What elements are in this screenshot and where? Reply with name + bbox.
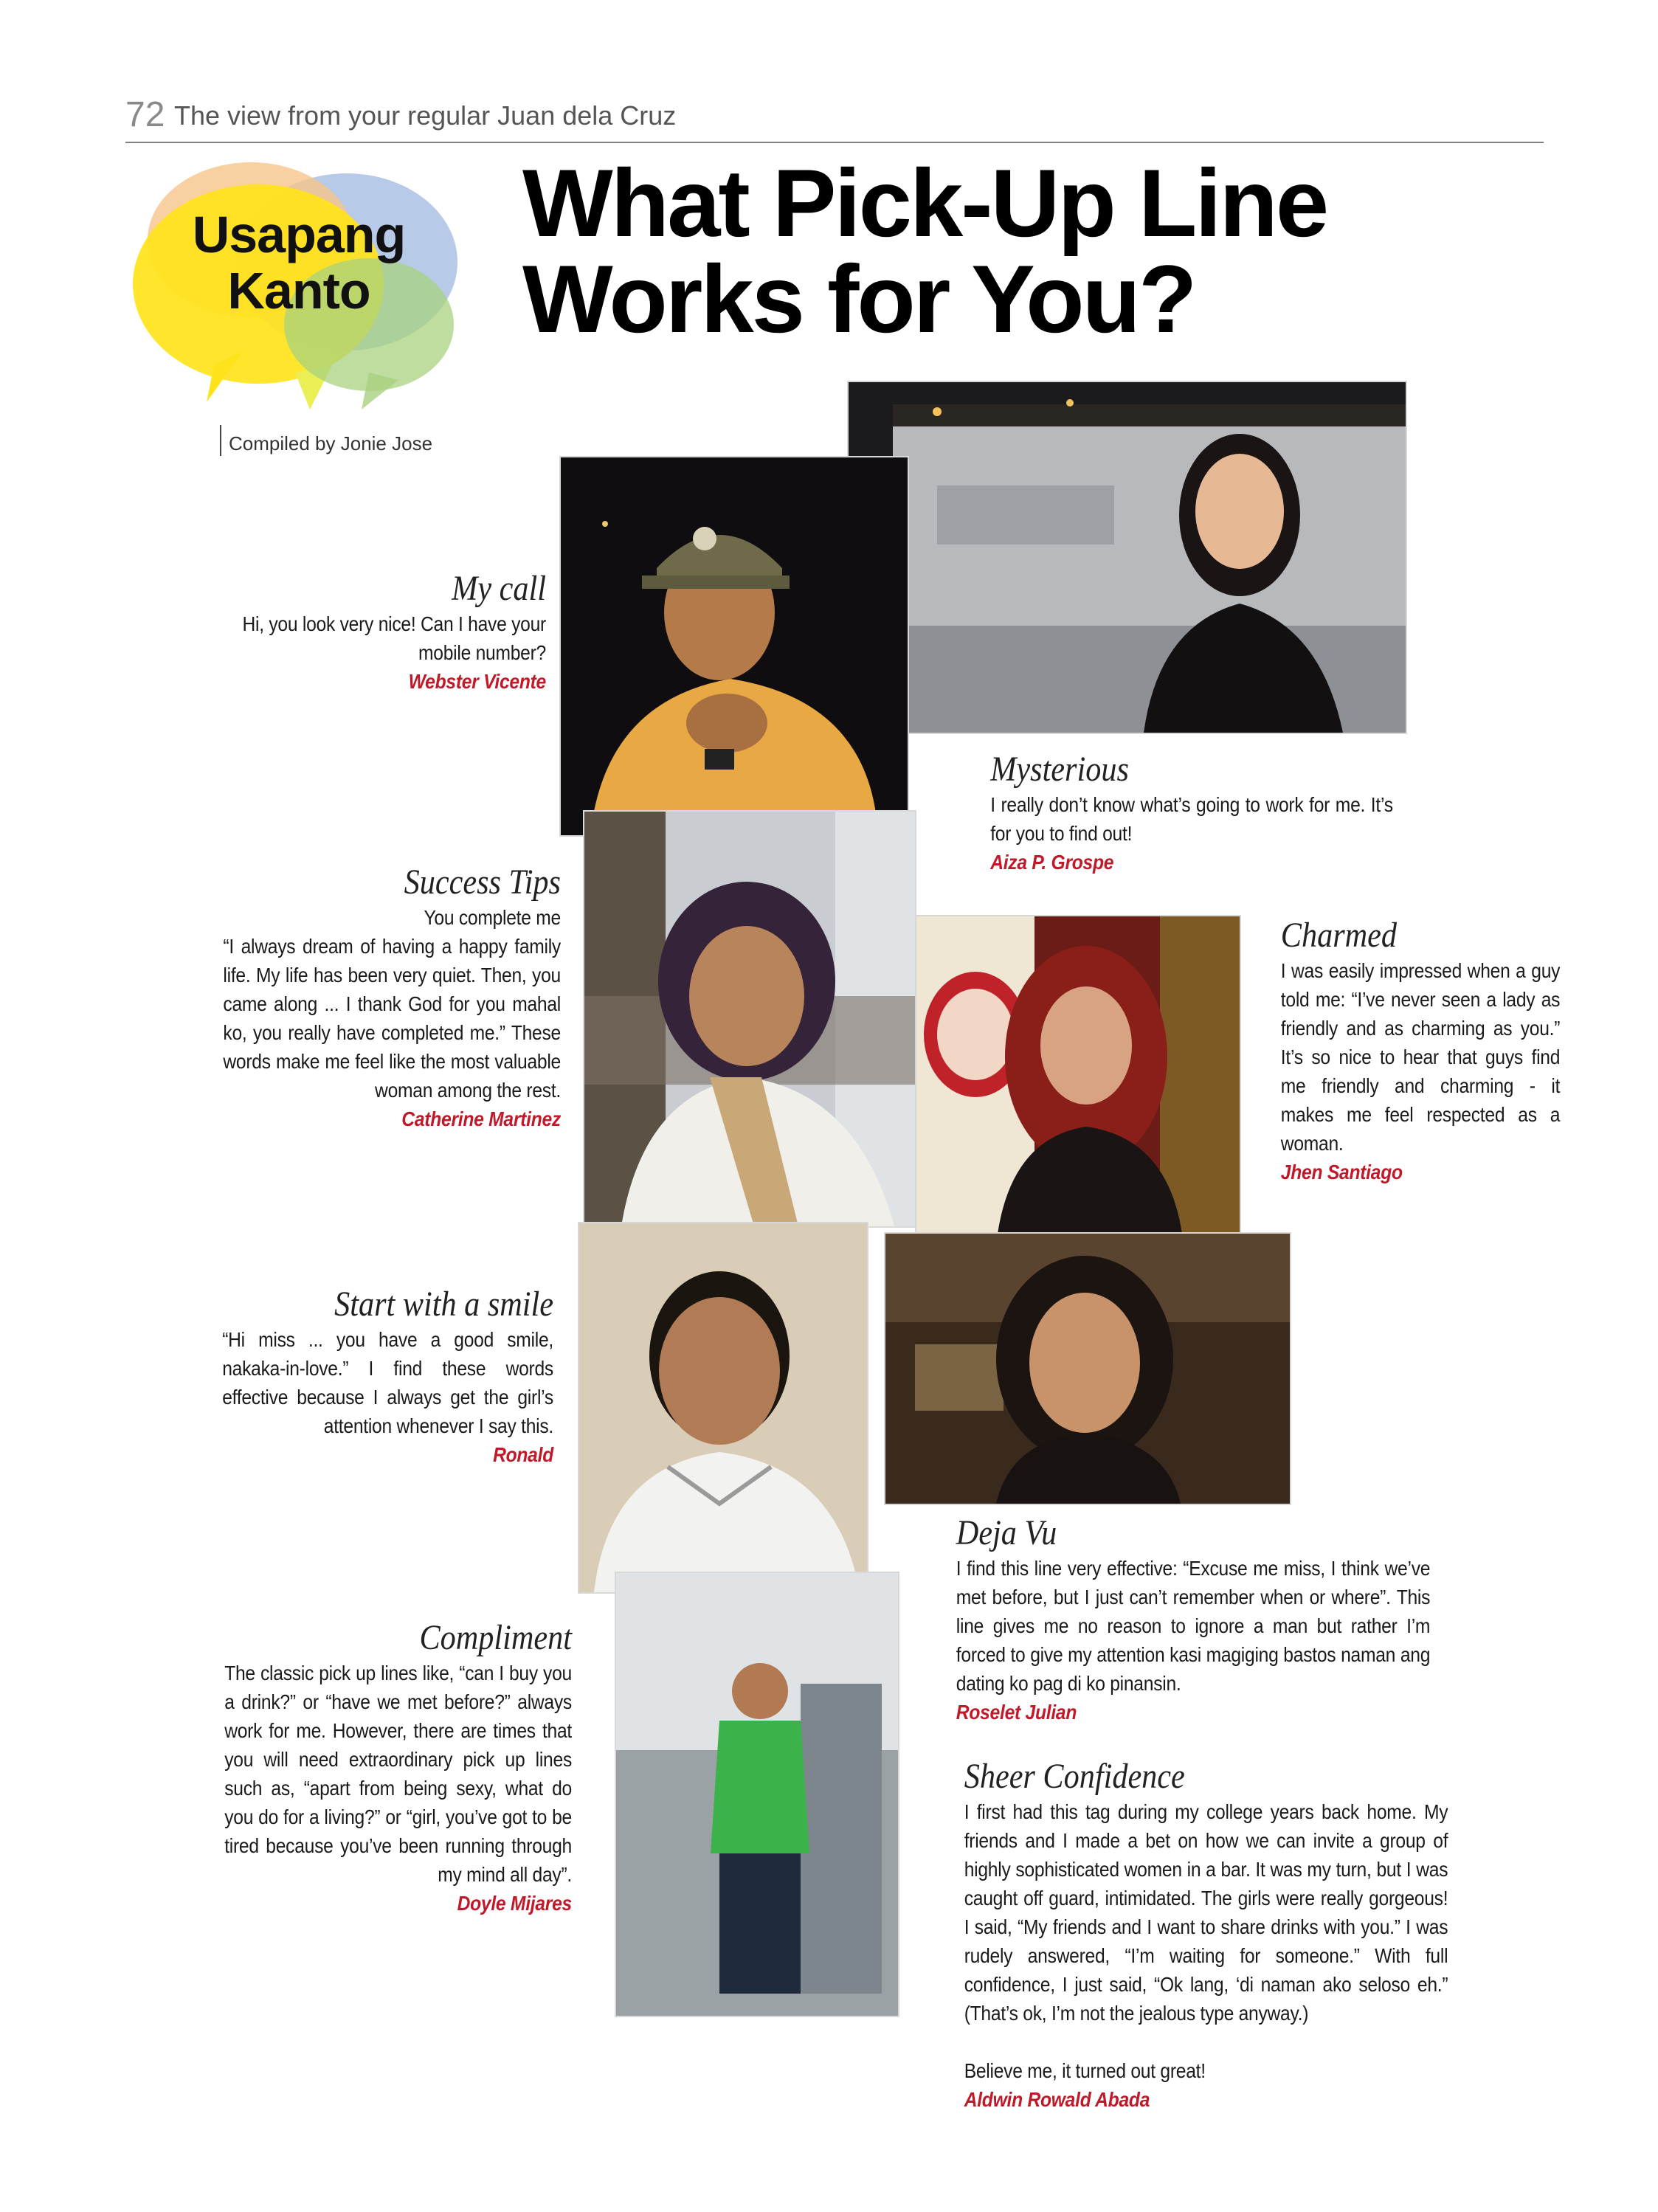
entry-heading: Compliment <box>419 1618 572 1657</box>
entry-heading: Success Tips <box>404 863 561 902</box>
page-number: 72 <box>125 95 165 134</box>
page-title <box>522 149 1327 353</box>
photo-aiza-grospe <box>849 382 1406 733</box>
entry-text: The classic pick up lines like, “can I buy you a drink?” or “have we met before?” always work for me. However, there are times that you will need extraordinary pick up lines such as, “apart from being sexy, what do you do for a living?” or “girl, you’ve got to be tired because you’ve been running through my mind all day”. <box>224 1662 572 1886</box>
logo-line-1: Usapang <box>192 206 406 263</box>
photo-doyle-mijares <box>616 1573 898 2016</box>
entry-mysterious <box>990 749 1393 877</box>
entry-text: I first had this tag during my college years back home. My friends and I made a bet on how we can invite a group of highly sophisticated women in a bar. It was my turn, but I was caught off guard, intimidated. The girls were really gorgeous! I said, “My friends and I want to share drinks with you.” I was rudely answered, “I’m waiting for someone.” With full confidence, I just said, “Ok lang, ‘di naman ako seloso eh.” (That’s ok, I’m not the jealous type anyway.) <box>964 1800 1448 2025</box>
entry-text: Hi, you look very nice! Can I have your mobile number? <box>242 612 546 664</box>
entry-heading: Start with a smile <box>334 1285 553 1324</box>
entry-name: Aldwin Rowald Abada <box>964 2088 1150 2111</box>
header-rule <box>125 142 1544 143</box>
entry-lead: You complete me <box>424 906 561 929</box>
entry-text: “I always dream of having a happy family life. My life has been very quiet. Then, you came along ... I thank God for you mahal ko, you really have completed me.” These words make me feel like the most valuable woman among the rest. <box>223 935 561 1102</box>
entry-text: “Hi miss ... you have a good smile, nakaka-in-love.” I find these words effective because I always get the girl’s attention whenever I say this. <box>222 1328 553 1437</box>
entry-charmed <box>1281 915 1560 1186</box>
entry-name: Doyle Mijares <box>457 1892 572 1915</box>
byline-rule <box>220 425 221 456</box>
entry-name: Roselet Julian <box>956 1701 1077 1724</box>
entry-heading: Mysterious <box>990 750 1129 789</box>
entry-closing: Believe me, it turned out great! <box>964 2059 1206 2082</box>
running-head: The view from your regular Juan dela Cruz <box>174 100 677 131</box>
entry-heading: My call <box>452 569 546 608</box>
photo-webster-vicente <box>561 457 908 835</box>
logo-text <box>177 207 421 319</box>
entry-heading: Charmed <box>1280 916 1398 955</box>
byline: Compiled by Jonie Jose <box>229 432 433 455</box>
title-line-1: What Pick-Up Line <box>522 149 1327 257</box>
photo-jhen-santiago <box>916 916 1240 1234</box>
entry-success-tips <box>223 862 561 1133</box>
entry-name: Webster Vicente <box>408 670 546 693</box>
title-line-2: Works for You? <box>522 245 1195 353</box>
entry-text: I find this line very effective: “Excuse me miss, I think we’ve met before, but I just can’t remember when or where”. This line gives me no reason to ignore a man but rather I’m forced to give my attention kasi magiging bastos naman ang dating ko pag di ko pinansin. <box>956 1557 1431 1695</box>
photo-catherine-martinez <box>584 812 915 1226</box>
entry-name: Aiza P. Grospe <box>990 851 1114 874</box>
entry-name: Catherine Martinez <box>401 1107 561 1130</box>
entry-sheer-confidence <box>964 1756 1448 2114</box>
entry-name: Ronald <box>493 1443 553 1466</box>
entry-heading: Sheer Confidence <box>964 1757 1185 1796</box>
entry-text: I really don’t know what’s going to work for me. It’s for you to find out! <box>990 793 1393 845</box>
entry-my-call <box>215 568 546 696</box>
photo-ronald <box>579 1223 867 1592</box>
entry-start-with-a-smile <box>222 1284 553 1469</box>
entry-heading: Deja Vu <box>956 1513 1057 1552</box>
entry-deja-vu <box>956 1513 1430 1727</box>
entry-text: I was easily impressed when a guy told me: “I’ve never seen a lady as friendly and as charming as you.” It’s so nice to hear that guys find me friendly and charming - it makes me feel respected as a woman. <box>1280 959 1561 1155</box>
photo-roselet-julian <box>885 1234 1290 1504</box>
logo-line-2: Kanto <box>227 262 370 319</box>
entry-name: Jhen Santiago <box>1280 1161 1403 1183</box>
entry-compliment <box>224 1617 572 1918</box>
